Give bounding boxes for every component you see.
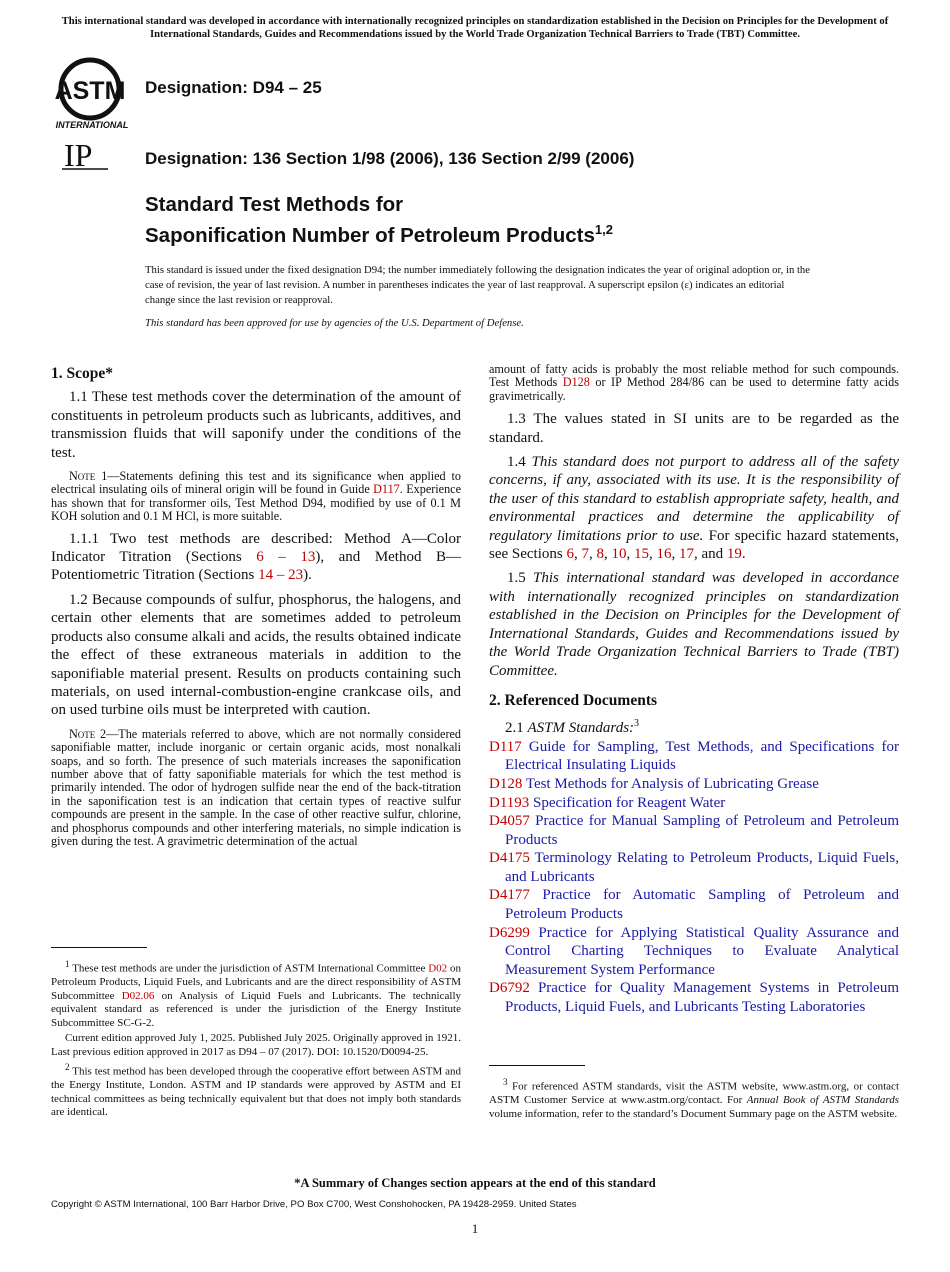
designation-astm: Designation: D94 – 25 — [145, 78, 322, 97]
reference-title[interactable]: Practice for Applying Statistical Quality Assurance and Control Charting Techniques to Evaluate Analytical Measurement System Performance — [505, 924, 899, 978]
summary-of-changes-notice: *A Summary of Changes section appears at the end of this standard — [294, 1176, 656, 1190]
right-column — [489, 363, 899, 1017]
astm-standards-label: 2.1 ASTM Standards:$^3$ — [505, 718, 640, 737]
page-number: 1 — [471, 1221, 479, 1236]
issued-statement: This standard is issued under the fixed designation D94; the number immediately following the designation indicates the year of original adoption or, in the case of revision, the year of last revision. A number in parentheses indicates the year of last reapproval. A superscript epsilon (ε) indicates an editorial change since the last revision or reapproval. — [145, 264, 811, 306]
para-1-3: 1.3 The values stated in SI units are to be regarded as the standard. — [489, 411, 899, 446]
left-footnotes — [51, 947, 461, 1120]
title-line-2: Saponification Number of Petroleum Products — [145, 223, 595, 247]
designation-ip: Designation: 136 Section 1/98 (2006), 136 Section 2/99 (2006) — [145, 149, 635, 168]
footnote-3: $^3$ For referenced ASTM standards, visit the ASTM website, www.astm.org, or contact ASTM Customer Service at www.astm.org/contact. For Annual Book of ASTM Standards volume information, refer to the standard’s Document Summary page on the ASTM website. — [489, 1077, 899, 1120]
reference-title[interactable]: Specification for Reagent Water — [529, 794, 726, 811]
para-1-1: 1.1 These test methods cover the determination of the amount of constituents in petroleum products such as lubricants, additives, and transmission fluids that will saponify under the conditions of the test. — [51, 389, 461, 461]
note-2-label: Note 2 — [69, 726, 107, 741]
reference-item — [489, 924, 899, 980]
reference-code-d117[interactable]: D117 — [489, 738, 522, 755]
astm-logo-subtext: INTERNATIONAL — [55, 120, 129, 130]
footnote-rule — [51, 947, 147, 948]
link-sections-6-13[interactable]: 6 – 13 — [256, 549, 316, 566]
astm-logo — [52, 56, 136, 132]
para-1-1-1: 1.1.1 Two test methods are described: Method A—Color Indicator Titration (Sections 6 – 13), and Method B—Potentiometric Titration (Sections 14 – 23). — [51, 530, 462, 584]
scope-heading: 1. Scope* — [51, 365, 113, 382]
link-section-10[interactable]: 10 — [611, 546, 627, 563]
link-section-15[interactable]: 15 — [633, 546, 649, 563]
reference-item — [489, 849, 899, 886]
reference-title[interactable]: Terminology Relating to Petroleum Products, Liquid Fuels, and Lubricants — [505, 850, 899, 885]
copyright: Copyright © ASTM International, 100 Barr Harbor Drive, PO Box C700, West Conshohocken, PA 19428-2959. United States — [51, 1199, 577, 1210]
note-1-label: Note 1 — [69, 469, 108, 484]
reference-code-d1193[interactable]: D1193 — [489, 794, 530, 811]
reference-code-d4177[interactable]: D4177 — [489, 887, 530, 904]
header-notice: This international standard was developed in accordance with internationally recognized principles on standardization established in the Decision on Principles for the Development of International Standards, Guides and Recommendations issued by the World Trade Organization Technical Barriers to Trade (TBT) Committee. — [61, 16, 889, 40]
reference-item — [489, 794, 899, 813]
reference-title[interactable]: Practice for Manual Sampling of Petroleum and Petroleum Products — [505, 813, 899, 848]
link-d02-06[interactable]: D02.06 — [121, 989, 155, 1002]
note-1: Note 1—Statements defining this test and its significance when applied to electrical insulating oils of mineral origin will be found in Guide D117. Experience has shown that for transformer oils, Test Method D94, modified by use of 0.1 M KOH solution and 0.1 M HCl, is more suitable. — [51, 469, 461, 524]
link-d117[interactable]: D117 — [373, 482, 400, 497]
reference-item — [489, 812, 899, 849]
reference-code-d4175[interactable]: D4175 — [489, 850, 530, 867]
link-sections-14-23[interactable]: 14 – 23 — [258, 567, 304, 584]
para-1-2: 1.2 Because compounds of sulfur, phosphorus, the halogens, and certain other elements that are sometimes added to petroleum products also consume alkali and acids, the results obtained indicate the effect of these extraneous materials in addition to the saponifiable material present. Results on products containing such materials, on used internal-combustion-engine crankcase oils, and on used turbine oils must be interpreted with caution. — [51, 591, 461, 719]
reference-item — [489, 886, 899, 923]
reference-item — [489, 979, 899, 1016]
title-line-1: Standard Test Methods for — [145, 193, 404, 216]
link-d128[interactable]: D128 — [562, 375, 590, 390]
ip-logo — [62, 138, 112, 172]
footnote-current-edition: Current edition approved July 1, 2025. Published July 2025. Originally approved in 1921. Last previous edition approved in 2017 as D94 – 07 (2017). DOI: 10.1520/D0094-25. — [51, 1032, 461, 1058]
note-2-continuation: amount of fatty acids is probably the most reliable method for such compounds. Test Methods D128 or IP Method 284/86 can be used to determine fatty acids gravimetrically. — [489, 362, 899, 403]
left-column — [51, 365, 461, 848]
link-section-17[interactable]: 17 — [678, 546, 694, 563]
link-section-16[interactable]: 16 — [656, 546, 672, 563]
footnote-2: $^2$ This test method has been developed through the cooperative effort between ASTM and the Energy Institute, London. ASTM and IP standards were approved by ASTM and EI technical committees as being technically equivalent but that does not imply both standards are identical. — [51, 1062, 461, 1119]
para-1-5: 1.5 This international standard was developed in accordance with internationally recognized principles on standardization established in the Decision on Principles for the Development of International Standards, Guides and Recommendations issued by the World Trade Organization Technical Barriers to Trade (TBT) Committee. — [489, 570, 899, 679]
reference-title[interactable]: Guide for Sampling, Test Methods, and Specifications for Electrical Insulating Liquids — [505, 738, 899, 774]
referenced-documents-heading: 2. Referenced Documents — [489, 691, 658, 709]
hazard-section-links: 6, 7, 8, 10, 15, 16, 17, — [566, 546, 698, 563]
link-d02[interactable]: D02 — [428, 962, 448, 975]
reference-code-d6299[interactable]: D6299 — [489, 924, 530, 941]
link-section-19[interactable]: 19 — [726, 546, 742, 563]
para-1-4: 1.4 This standard does not purport to address all of the safety concerns, if any, associated with its use. It is the responsibility of the user of this standard to establish appropriate safety, health, and environmental practices and determine the applicability of regulatory limitations prior to use. For specific hazard statements, see Sections 6, 7, 8, 10, 15, 16, 17, and 19. — [489, 454, 900, 563]
astm-logo-text: ASTM — [54, 77, 126, 105]
reference-title[interactable]: Practice for Quality Management Systems in Petroleum Products, Liquid Fuels, and Lubricants Testing Laboratories — [505, 980, 899, 1016]
reference-code-d128[interactable]: D128 — [489, 775, 523, 792]
note-2: Note 2—The materials referred to above, which are not normally considered saponifiable matter, include inorganic or certain organic acids, most nonalkali soaps, and so forth. The presence of such materials increases the saponification number above that of fatty saponifiable materials for which the test method is primarily intended. The odor of hydrogen sulfide near the end of the back-titration in the saponification test is an indication that certain types of reactive sulfur compounds are present in the sample. In the case of other reactive sulfur, chlorine, and phosphorus compounds and other interfering materials, no simple indication is given during the test. A gravimetric determination of the actual — [51, 726, 462, 848]
footnote-1: $^1$ These test methods are under the jurisdiction of ASTM International Committee D02 on Petroleum Products, Liquid Fuels, and Lubricants and are the direct responsibility of ASTM Subcommittee D02.06 on Analysis of Liquid Fuels and Lubricants. The technically equivalent standard as referenced is under the jurisdiction of the Energy Institute Subcommittee SC-G-2. — [51, 959, 462, 1029]
reference-item — [489, 775, 899, 794]
right-footnotes — [489, 1065, 899, 1121]
link-section-8[interactable]: 8 — [596, 546, 604, 563]
dod-approval: This standard has been approved for use by agencies of the U.S. Department of Defense. — [145, 317, 524, 329]
reference-code-d4057[interactable]: D4057 — [489, 813, 530, 830]
reference-item — [489, 738, 899, 775]
link-section-7[interactable]: 7 — [581, 546, 589, 563]
footnote-rule — [489, 1065, 585, 1066]
reference-title[interactable]: Practice for Automatic Sampling of Petroleum and Petroleum Products — [505, 887, 899, 923]
reference-title[interactable]: Test Methods for Analysis of Lubricating Grease — [522, 775, 819, 792]
title-footnote-ref: 1,2 — [594, 222, 613, 237]
referenced-documents-list — [489, 738, 899, 1017]
reference-code-d6792[interactable]: D6792 — [489, 980, 530, 997]
document-title — [145, 192, 613, 248]
link-section-6[interactable]: 6 — [566, 546, 574, 563]
ip-logo-text: IP — [64, 138, 93, 172]
